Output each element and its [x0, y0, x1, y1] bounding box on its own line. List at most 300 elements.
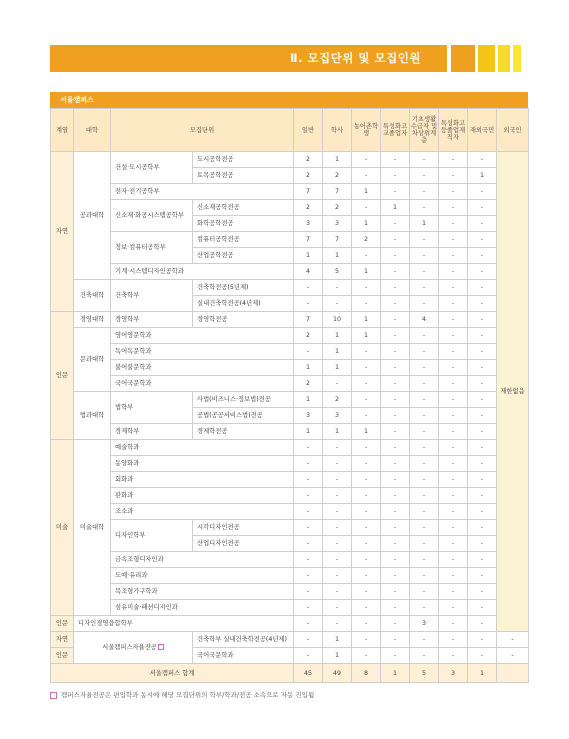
value-cell: - — [294, 280, 323, 296]
value-cell: 1 — [352, 328, 381, 344]
value-cell: - — [294, 504, 323, 520]
value-cell: - — [410, 440, 439, 456]
value-cell: - — [352, 520, 381, 536]
value-cell: - — [468, 264, 497, 280]
value-cell: 1 — [294, 360, 323, 376]
table-row — [51, 632, 529, 648]
unit-cell: 회화과 — [111, 472, 294, 488]
table-row — [51, 232, 529, 248]
col-rural: 농어촌학생 — [352, 109, 381, 152]
table-row — [51, 600, 529, 616]
value-cell: - — [381, 184, 410, 200]
col-work: 특성화고등졸업재직자 — [439, 109, 468, 152]
value-cell: - — [439, 408, 468, 424]
unit-cell: 예술학과 — [111, 440, 294, 456]
value-cell: 1 — [323, 328, 352, 344]
table-row — [51, 184, 529, 200]
value-cell: - — [410, 200, 439, 216]
value-cell: - — [439, 440, 468, 456]
unit-cell: 경제학부 — [111, 424, 193, 440]
value-cell: 2 — [294, 152, 323, 168]
table-row — [51, 376, 529, 392]
value-cell: - — [468, 392, 497, 408]
value-cell: - — [410, 536, 439, 552]
table-row — [51, 264, 529, 280]
value-cell: - — [294, 616, 323, 632]
table-row — [51, 344, 529, 360]
major-cell: 공법(공공서비스법)전공 — [193, 408, 294, 424]
value-cell: - — [323, 280, 352, 296]
table-row — [51, 520, 529, 536]
value-cell: - — [439, 328, 468, 344]
section-header-bar — [50, 45, 447, 72]
value-cell: - — [381, 648, 410, 664]
major-cell: 화학공학전공 — [193, 216, 294, 232]
value-cell: - — [468, 424, 497, 440]
col-college: 대학 — [74, 109, 111, 152]
major-cell: 실내건축학전공(4년제) — [193, 296, 294, 312]
value-cell: - — [381, 600, 410, 616]
table-row — [51, 200, 529, 216]
col-foreigner: 외국인 — [497, 109, 529, 152]
value-cell: - — [439, 296, 468, 312]
value-cell: - — [381, 152, 410, 168]
value-cell: 1 — [323, 424, 352, 440]
foreigner-cell: 제한없음 — [497, 152, 529, 632]
decor-square-4 — [513, 45, 521, 72]
value-cell: - — [439, 472, 468, 488]
value-cell: - — [410, 472, 439, 488]
value-cell: - — [468, 296, 497, 312]
value-cell: - — [294, 344, 323, 360]
value-cell: - — [352, 408, 381, 424]
value-cell: - — [352, 600, 381, 616]
value-cell: - — [381, 232, 410, 248]
value-cell: 7 — [294, 232, 323, 248]
value-cell: - — [468, 232, 497, 248]
admission-table — [50, 108, 529, 683]
value-cell: - — [468, 248, 497, 264]
foreigner-dash: - — [497, 632, 529, 648]
value-cell: 2 — [323, 392, 352, 408]
major-cell: 컴퓨터공학전공 — [193, 232, 294, 248]
unit-cell: 신소재·화공시스템공학부 — [111, 200, 193, 232]
value-cell: - — [294, 456, 323, 472]
value-cell: - — [352, 168, 381, 184]
track-cell: 인문 — [51, 312, 74, 440]
value-cell: - — [439, 232, 468, 248]
value-cell: - — [352, 504, 381, 520]
value-cell: - — [323, 536, 352, 552]
value-cell: - — [410, 392, 439, 408]
value-cell: 2 — [294, 376, 323, 392]
table-row — [51, 504, 529, 520]
major-cell: 도시공학전공 — [193, 152, 294, 168]
value-cell: - — [294, 632, 323, 648]
track-cell: 자연 — [51, 152, 74, 312]
value-cell: - — [439, 216, 468, 232]
value-cell: 1 — [381, 200, 410, 216]
value-cell: 2 — [294, 200, 323, 216]
value-cell: - — [352, 344, 381, 360]
value-cell: - — [352, 248, 381, 264]
table-row — [51, 552, 529, 568]
value-cell: - — [468, 408, 497, 424]
track-cell: 인문 — [51, 616, 74, 632]
value-cell: - — [439, 392, 468, 408]
value-cell: 8 — [352, 664, 381, 683]
unit-cell: 법학부 — [111, 392, 193, 424]
value-cell: - — [381, 376, 410, 392]
value-cell: - — [468, 344, 497, 360]
value-cell: - — [381, 568, 410, 584]
value-cell: - — [381, 312, 410, 328]
col-basic: 기초생활수급자 및 차상위계층 — [410, 109, 439, 152]
unit-cell: 판화과 — [111, 488, 294, 504]
value-cell: - — [410, 264, 439, 280]
value-cell: - — [352, 200, 381, 216]
value-cell: - — [323, 568, 352, 584]
value-cell: - — [323, 600, 352, 616]
value-cell: - — [323, 440, 352, 456]
value-cell: - — [294, 552, 323, 568]
value-cell: - — [381, 424, 410, 440]
value-cell: - — [410, 248, 439, 264]
value-cell: - — [410, 632, 439, 648]
table-row — [51, 456, 529, 472]
table-row — [51, 424, 529, 440]
value-cell: - — [410, 184, 439, 200]
value-cell: - — [468, 520, 497, 536]
value-cell: - — [381, 280, 410, 296]
value-cell: 1 — [323, 632, 352, 648]
value-cell: 1 — [410, 216, 439, 232]
value-cell: - — [381, 488, 410, 504]
value-cell: - — [352, 632, 381, 648]
value-cell: 7 — [294, 312, 323, 328]
value-cell: - — [381, 536, 410, 552]
table-row — [51, 280, 529, 296]
value-cell: 3 — [323, 216, 352, 232]
value-cell: 1 — [294, 392, 323, 408]
value-cell: - — [352, 392, 381, 408]
major-cell: 신소재공학전공 — [193, 200, 294, 216]
value-cell: 1 — [352, 184, 381, 200]
value-cell: - — [468, 600, 497, 616]
value-cell: - — [410, 456, 439, 472]
value-cell: 7 — [294, 184, 323, 200]
note-checkbox-icon — [50, 692, 57, 699]
value-cell: - — [439, 360, 468, 376]
value-cell: - — [468, 152, 497, 168]
total-label: 서울캠퍼스 합계 — [51, 664, 294, 683]
value-cell: - — [323, 504, 352, 520]
value-cell: - — [468, 472, 497, 488]
value-cell: - — [468, 184, 497, 200]
value-cell: - — [468, 552, 497, 568]
value-cell: 4 — [294, 264, 323, 280]
major-cell: 산업공학전공 — [193, 248, 294, 264]
value-cell: - — [352, 648, 381, 664]
value-cell: - — [439, 568, 468, 584]
campus-bar — [50, 92, 528, 108]
value-cell: - — [410, 344, 439, 360]
value-cell: 3 — [410, 616, 439, 632]
value-cell: 1 — [323, 248, 352, 264]
col-track: 계열 — [51, 109, 74, 152]
table-row — [51, 360, 529, 376]
value-cell: - — [410, 280, 439, 296]
unit-cell: 독어독문학과 — [111, 344, 294, 360]
decor-square-2 — [478, 45, 495, 72]
value-cell: 1 — [381, 664, 410, 683]
value-cell: - — [410, 360, 439, 376]
decor-square-1 — [451, 45, 475, 72]
value-cell: - — [323, 296, 352, 312]
value-cell: 3 — [294, 408, 323, 424]
college-cell: 공과대학 — [74, 152, 111, 280]
value-cell: - — [352, 616, 381, 632]
value-cell: - — [323, 376, 352, 392]
value-cell: - — [381, 632, 410, 648]
value-cell: - — [468, 584, 497, 600]
unit-cell: 건축학부 — [111, 280, 193, 312]
value-cell: - — [468, 280, 497, 296]
value-cell: 1 — [323, 344, 352, 360]
value-cell: - — [352, 536, 381, 552]
college-cell: 경영대학 — [74, 312, 111, 328]
major-cell: 건축학부 실내건축학전공(4년제) — [193, 632, 294, 648]
value-cell: - — [468, 632, 497, 648]
value-cell: - — [439, 312, 468, 328]
value-cell: - — [468, 312, 497, 328]
table-row — [51, 312, 529, 328]
value-cell: 1 — [352, 216, 381, 232]
value-cell: - — [468, 440, 497, 456]
col-foreign-national: 재외국민 — [468, 109, 497, 152]
value-cell: - — [381, 440, 410, 456]
value-cell: - — [439, 168, 468, 184]
value-cell: - — [439, 200, 468, 216]
value-cell: - — [352, 360, 381, 376]
value-cell: 3 — [439, 664, 468, 683]
major-cell: 건축학전공(5년제) — [193, 280, 294, 296]
unit-cell: 정보·컴퓨터공학부 — [111, 232, 193, 264]
value-cell: - — [468, 616, 497, 632]
major-cell: 국어국문학과 — [193, 648, 294, 664]
value-cell: - — [439, 248, 468, 264]
college-cell: 건축대학 — [74, 280, 111, 312]
value-cell: - — [352, 584, 381, 600]
value-cell: 1 — [323, 648, 352, 664]
value-cell: - — [410, 504, 439, 520]
value-cell: 2 — [323, 168, 352, 184]
college-cell: 문과대학 — [74, 328, 111, 392]
value-cell: 2 — [294, 328, 323, 344]
value-cell: - — [352, 552, 381, 568]
value-cell: - — [294, 648, 323, 664]
unit-cell: 영어영문학과 — [111, 328, 294, 344]
value-cell: - — [381, 616, 410, 632]
value-cell: 10 — [323, 312, 352, 328]
value-cell: - — [381, 552, 410, 568]
value-cell: - — [468, 376, 497, 392]
college-cell: 미술대학 — [74, 440, 111, 616]
value-cell: - — [439, 600, 468, 616]
value-cell: - — [410, 376, 439, 392]
value-cell: - — [352, 456, 381, 472]
value-cell: - — [439, 280, 468, 296]
unit-cell: 조소과 — [111, 504, 294, 520]
unit-cell: 디자인학부 — [111, 520, 193, 552]
table-row — [51, 616, 529, 632]
value-cell: - — [468, 488, 497, 504]
value-cell: - — [439, 552, 468, 568]
value-cell: - — [294, 600, 323, 616]
value-cell: 2 — [352, 232, 381, 248]
value-cell: - — [468, 456, 497, 472]
value-cell: - — [468, 504, 497, 520]
value-cell: - — [352, 488, 381, 504]
unit-cell: 전자·전기공학부 — [111, 184, 294, 200]
value-cell: - — [410, 568, 439, 584]
major-cell: 사법(비즈니스·정보법)전공 — [193, 392, 294, 408]
value-cell: 1 — [294, 248, 323, 264]
track-cell: 인문 — [51, 648, 74, 664]
value-cell: - — [294, 536, 323, 552]
foreigner-total — [497, 664, 529, 683]
value-cell: 2 — [323, 200, 352, 216]
value-cell: - — [352, 376, 381, 392]
value-cell: - — [381, 296, 410, 312]
value-cell: - — [439, 264, 468, 280]
value-cell: 3 — [294, 216, 323, 232]
value-cell: - — [294, 472, 323, 488]
decor-square-3 — [498, 45, 510, 72]
value-cell: 1 — [352, 264, 381, 280]
track-cell: 자연 — [51, 632, 74, 648]
total-row — [51, 664, 529, 683]
value-cell: 1 — [323, 360, 352, 376]
col-bachelor: 학사 — [323, 109, 352, 152]
value-cell: - — [294, 488, 323, 504]
value-cell: - — [352, 280, 381, 296]
value-cell: - — [468, 200, 497, 216]
col-unit: 모집단위 — [111, 109, 294, 152]
value-cell: - — [468, 648, 497, 664]
campus-label: 서울캠퍼스 — [60, 96, 94, 104]
value-cell: 1 — [352, 312, 381, 328]
table-row — [51, 488, 529, 504]
value-cell: 1 — [468, 664, 497, 683]
value-cell: - — [468, 216, 497, 232]
value-cell: - — [439, 184, 468, 200]
value-cell: - — [294, 440, 323, 456]
unit-cell: 기계·시스템디자인공학과 — [111, 264, 294, 280]
value-cell: - — [439, 376, 468, 392]
value-cell: - — [381, 216, 410, 232]
table-row — [51, 328, 529, 344]
note-mark-icon — [158, 644, 164, 650]
unit-cell: 불어불문학과 — [111, 360, 294, 376]
table-row — [51, 472, 529, 488]
unit-cell: 건설·도시공학부 — [111, 152, 193, 184]
value-cell: - — [352, 296, 381, 312]
col-general: 일반 — [294, 109, 323, 152]
table-row — [51, 440, 529, 456]
value-cell: - — [352, 440, 381, 456]
unit-cell: 목조형가구학과 — [111, 584, 294, 600]
value-cell: - — [323, 584, 352, 600]
value-cell: - — [439, 648, 468, 664]
value-cell: - — [468, 360, 497, 376]
value-cell: - — [294, 568, 323, 584]
value-cell: - — [352, 568, 381, 584]
col-vocational: 특성화고교졸업자 — [381, 109, 410, 152]
unit-cell: 도예·유리과 — [111, 568, 294, 584]
value-cell: - — [439, 520, 468, 536]
value-cell: - — [352, 152, 381, 168]
value-cell: - — [381, 392, 410, 408]
value-cell: - — [381, 168, 410, 184]
value-cell: - — [381, 408, 410, 424]
major-cell: 경제학전공 — [193, 424, 294, 440]
value-cell: - — [410, 520, 439, 536]
major-cell: 토목공학전공 — [193, 168, 294, 184]
value-cell: - — [381, 472, 410, 488]
value-cell: 7 — [323, 184, 352, 200]
value-cell: - — [381, 264, 410, 280]
college-cell: 서울캠퍼스자율전공 — [74, 632, 193, 664]
value-cell: - — [410, 152, 439, 168]
unit-cell: 동양화과 — [111, 456, 294, 472]
value-cell: - — [381, 248, 410, 264]
major-cell: 경영학전공 — [193, 312, 294, 328]
value-cell: 5 — [410, 664, 439, 683]
table-row — [51, 152, 529, 168]
value-cell: - — [439, 616, 468, 632]
value-cell: 1 — [468, 168, 497, 184]
value-cell: - — [410, 584, 439, 600]
value-cell: 1 — [294, 424, 323, 440]
unit-cell: 금속조형디자인과 — [111, 552, 294, 568]
value-cell: - — [381, 344, 410, 360]
value-cell: 5 — [323, 264, 352, 280]
value-cell: - — [381, 360, 410, 376]
value-cell: - — [439, 488, 468, 504]
college-cell: 법과대학 — [74, 392, 111, 440]
value-cell: - — [468, 536, 497, 552]
value-cell: - — [439, 504, 468, 520]
value-cell: - — [294, 296, 323, 312]
track-cell: 미술 — [51, 440, 74, 616]
table-header-row — [51, 109, 529, 152]
value-cell: 1 — [352, 424, 381, 440]
value-cell: - — [381, 520, 410, 536]
value-cell: - — [323, 488, 352, 504]
value-cell: - — [381, 584, 410, 600]
value-cell: - — [323, 456, 352, 472]
value-cell: - — [410, 552, 439, 568]
value-cell: - — [439, 152, 468, 168]
value-cell: - — [381, 504, 410, 520]
value-cell: - — [468, 328, 497, 344]
value-cell: - — [439, 632, 468, 648]
value-cell: - — [439, 536, 468, 552]
value-cell: - — [410, 424, 439, 440]
value-cell: - — [410, 168, 439, 184]
value-cell: - — [410, 488, 439, 504]
